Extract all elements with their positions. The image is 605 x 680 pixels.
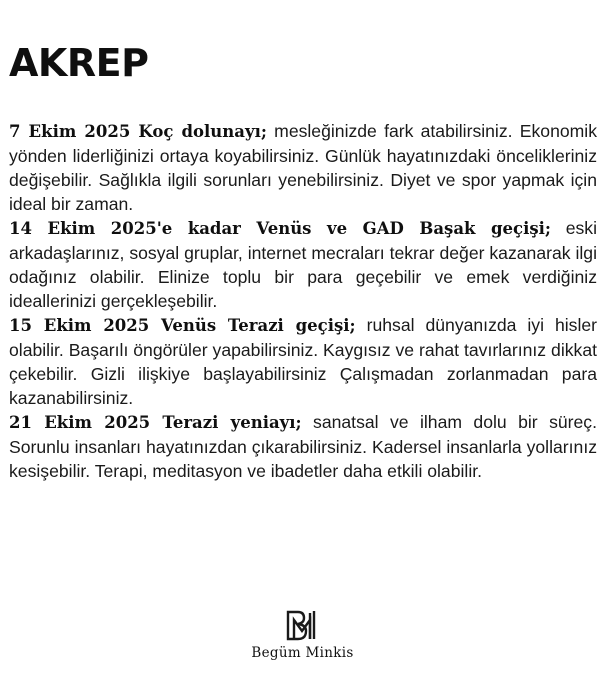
paragraph-text: sanatsal ve ilham dolu bir süreç. Sorunlu insanları hayatınızdan çıkarabilirsiniz. Kadersel insanlarla yollarınız kesişebilir. Terapi, meditasyon ve ibadetler daha etkili olabilir. [9,412,597,481]
paragraph-koc-dolunayi [9,119,597,216]
bm-monogram-icon [285,609,319,641]
paragraph-text: ruhsal dünyanızda iyi hisler olabilir. Başarılı öngörüler yapabilirsiniz. Kaygısız ve rahat tavırlarınız dikkat çekebilir. Gizli ilişkiye başlayabilirsiniz Çalışmadan zorlanmadan para kazanabilirsiniz. [9,315,598,408]
article-body [9,119,597,483]
paragraph-lead: 15 Ekim 2025 Venüs Terazi geçişi; [9,316,356,335]
paragraph-lead: 14 Ekim 2025'e kadar Venüs ve GAD Başak geçişi; [9,219,552,238]
paragraph-terazi-yeniayi [9,410,597,483]
page-title: AKREP [9,41,149,85]
paragraph-text: mesleğinizde fark atabilirsiniz. Ekonomik yönden liderliğinizi ortaya koyabilirsiniz. Günlük hayatınızdaki öncelikleriniz değişebilir. Sağlıkla ilgili sorunları yenebilirsiniz. Diyet ve spor yapmak için ideal bir zaman. [9,121,597,214]
paragraph-lead: 21 Ekim 2025 Terazi yeniayı; [9,413,302,432]
paragraph-text: eski arkadaşlarınız, sosyal gruplar, internet mecraları tekrar değer kazanarak ilgi odağınız olabilir. Elinize toplu bir para geçebilir ve emek verdiğiniz ideallerinizi gerçekleşebilir. [9,218,597,311]
brand-name: Begüm Minkis [251,645,354,661]
paragraph-venus-gad-basak [9,216,597,313]
paragraph-lead: 7 Ekim 2025 Koç dolunayı; [9,122,267,141]
paragraph-venus-terazi [9,313,597,410]
